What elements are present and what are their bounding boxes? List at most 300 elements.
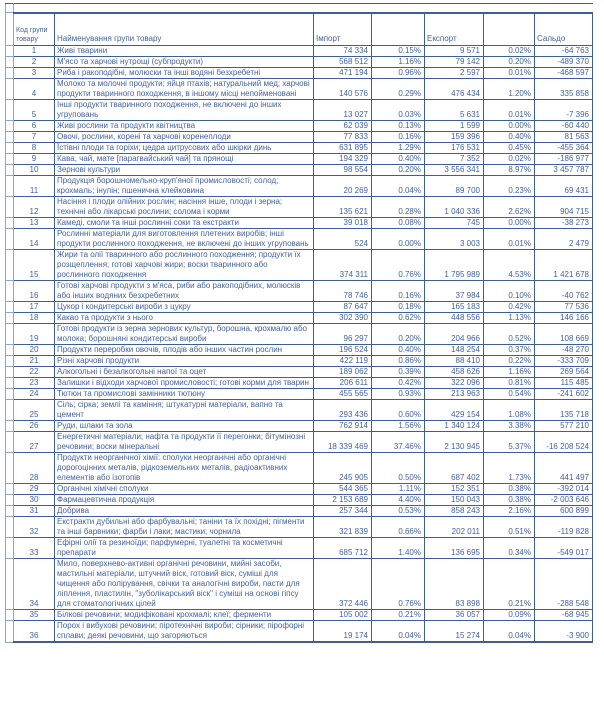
cell-import-percent: 0.04%	[372, 621, 425, 643]
cell-import-percent: 0.93%	[372, 389, 425, 400]
cell-group-code: 6	[14, 121, 55, 132]
cell-import-value: 544 365	[314, 484, 372, 495]
cell-saldo-value: 77 536	[535, 302, 593, 313]
cell-export-value: 1 340 124	[425, 421, 484, 432]
gutter-cell	[6, 218, 14, 229]
col-header-import-pct	[372, 13, 425, 46]
table-row	[6, 517, 593, 538]
cell-import-percent: 0.86%	[372, 356, 425, 367]
cell-group-name: Білкові речовини; модифіковані крохмалі; клеї; ферменти	[55, 610, 314, 621]
cell-group-name: Кава, чай, мате [парагвайський чай] та прянощі	[55, 154, 314, 165]
cell-group-name: Овочі, рослини, корені та харчові коренеплоди	[55, 132, 314, 143]
col-header-export: Експорт	[425, 13, 484, 46]
cell-group-code: 7	[14, 132, 55, 143]
cell-export-percent: 0.01%	[484, 68, 535, 79]
cell-export-percent: 8.97%	[484, 165, 535, 176]
cell-export-percent: 3.38%	[484, 421, 535, 432]
cell-group-code: 13	[14, 218, 55, 229]
cell-import-percent: 0.53%	[372, 506, 425, 517]
cell-group-code: 25	[14, 400, 55, 421]
cell-export-value: 79 142	[425, 57, 484, 68]
cell-group-code: 1	[14, 46, 55, 57]
cell-import-percent: 1.11%	[372, 484, 425, 495]
cell-export-value: 83 898	[425, 559, 484, 610]
cell-export-percent: 0.38%	[484, 495, 535, 506]
cell-export-percent: 0.09%	[484, 610, 535, 621]
cell-import-percent: 0.76%	[372, 559, 425, 610]
cell-saldo-value: -60 440	[535, 121, 593, 132]
cell-export-value: 148 254	[425, 345, 484, 356]
cell-import-value: 135 621	[314, 197, 372, 218]
cell-export-value: 213 963	[425, 389, 484, 400]
gutter-cell	[6, 538, 14, 559]
cell-export-percent: 5.37%	[484, 432, 535, 453]
gutter-cell	[6, 610, 14, 621]
gutter-cell	[6, 345, 14, 356]
table-row	[6, 421, 593, 432]
cell-group-name: Енергетичні матеріали; нафта та продукти її перегонки; бітумінозні речовини; воски мінеральні	[55, 432, 314, 453]
col-header-export-pct	[484, 13, 535, 46]
cell-import-value: 471 194	[314, 68, 372, 79]
gutter-cell	[6, 13, 14, 46]
cell-group-code: 15	[14, 250, 55, 281]
table-body	[6, 46, 593, 643]
cell-export-value: 745	[425, 218, 484, 229]
cell-group-name: Риба і ракоподібні, молюски та інші водяні безхребетні	[55, 68, 314, 79]
cell-export-value: 1 040 336	[425, 197, 484, 218]
cell-group-name: Продукти неорганічної хімії: сполуки неорганічні або органічні дорогоцінних металів, рідкоземельних металів, радіоактивних елементів або ізотопів	[55, 453, 314, 484]
cell-import-percent: 0.76%	[372, 250, 425, 281]
cell-saldo-value: 1 421 678	[535, 250, 593, 281]
cell-group-code: 20	[14, 345, 55, 356]
col-header-code: Код групи товару	[14, 13, 55, 46]
cell-group-name: Порох і вибухові речовини; піротехнічні вироби; сірники; пірофорні сплави; деякі речовини, що загоряються	[55, 621, 314, 643]
gutter-cell	[6, 229, 14, 250]
table-row	[6, 345, 593, 356]
cell-saldo-value: 146 166	[535, 313, 593, 324]
cell-export-value: 3 556 341	[425, 165, 484, 176]
table-row	[6, 538, 593, 559]
cell-import-percent: 0.13%	[372, 121, 425, 132]
cell-export-percent: 0.22%	[484, 356, 535, 367]
cell-saldo-value: -7 396	[535, 100, 593, 121]
cell-import-value: 685 712	[314, 538, 372, 559]
cell-import-percent: 1.29%	[372, 143, 425, 154]
cell-saldo-value: 441 497	[535, 453, 593, 484]
cell-import-value: 631 895	[314, 143, 372, 154]
cell-saldo-value: -392 014	[535, 484, 593, 495]
cell-export-value: 176 531	[425, 143, 484, 154]
gutter-cell	[6, 517, 14, 538]
gutter-cell	[6, 421, 14, 432]
table-row	[6, 610, 593, 621]
cell-saldo-value: -38 273	[535, 218, 593, 229]
cell-import-percent: 0.03%	[372, 100, 425, 121]
cell-import-value: 18 339 469	[314, 432, 372, 453]
col-header-saldo: Сальдо	[535, 13, 593, 46]
cell-export-value: 458 626	[425, 367, 484, 378]
header-row	[6, 13, 593, 46]
cell-group-code: 19	[14, 324, 55, 345]
cell-export-value: 448 556	[425, 313, 484, 324]
cell-import-percent: 0.29%	[372, 79, 425, 100]
cell-export-value: 2 130 945	[425, 432, 484, 453]
cell-group-code: 36	[14, 621, 55, 643]
cell-saldo-value: -489 370	[535, 57, 593, 68]
cell-import-percent: 0.16%	[372, 132, 425, 143]
cell-import-value: 98 554	[314, 165, 372, 176]
cell-export-percent: 0.38%	[484, 484, 535, 495]
gutter-cell	[6, 100, 14, 121]
cell-import-percent: 0.21%	[372, 610, 425, 621]
cell-export-value: 322 096	[425, 378, 484, 389]
cell-group-code: 4	[14, 79, 55, 100]
gutter-cell	[6, 250, 14, 281]
table-row	[6, 378, 593, 389]
cell-saldo-value: 115 485	[535, 378, 593, 389]
cell-import-value: 245 905	[314, 453, 372, 484]
cell-export-percent: 0.04%	[484, 621, 535, 643]
table-row	[6, 57, 593, 68]
gutter-cell	[6, 495, 14, 506]
cell-export-percent: 1.16%	[484, 367, 535, 378]
cell-group-name: Продукти переробки овочів, плодів або інших частин рослин	[55, 345, 314, 356]
cell-export-value: 150 043	[425, 495, 484, 506]
gutter-cell	[6, 453, 14, 484]
cell-import-percent: 0.18%	[372, 302, 425, 313]
cell-saldo-value: -16 208 524	[535, 432, 593, 453]
cell-import-value: 19 174	[314, 621, 372, 643]
cell-export-value: 88 410	[425, 356, 484, 367]
cell-group-name: Алкогольні і безалкогольні напої та оцет	[55, 367, 314, 378]
cell-group-code: 35	[14, 610, 55, 621]
cell-group-code: 29	[14, 484, 55, 495]
table-row	[6, 356, 593, 367]
cell-saldo-value: 335 858	[535, 79, 593, 100]
table-row	[6, 389, 593, 400]
gutter-cell	[6, 356, 14, 367]
gutter-cell	[6, 154, 14, 165]
cell-import-value: 455 565	[314, 389, 372, 400]
cell-export-percent: 0.40%	[484, 132, 535, 143]
cell-import-percent: 0.39%	[372, 367, 425, 378]
gutter-cell	[6, 176, 14, 197]
table-row	[6, 302, 593, 313]
cell-import-percent: 0.50%	[372, 453, 425, 484]
cell-group-code: 5	[14, 100, 55, 121]
cell-import-percent: 0.28%	[372, 197, 425, 218]
gutter-cell	[6, 121, 14, 132]
table-row	[6, 46, 593, 57]
cell-import-percent: 0.40%	[372, 345, 425, 356]
cell-export-value: 36 057	[425, 610, 484, 621]
cell-group-name: Екстракти дубильні або фарбувальні; таніни та їх похідні; пігменти та інші барвники; фарби і лаки; мастики; чорнила	[55, 517, 314, 538]
cell-import-value: 20 269	[314, 176, 372, 197]
cell-group-code: 32	[14, 517, 55, 538]
cell-group-name: Цукор і кондитерські вироби з цукру	[55, 302, 314, 313]
cell-export-percent: 0.02%	[484, 154, 535, 165]
cell-group-name: Тютюн та промислові замінники тютюну	[55, 389, 314, 400]
cell-import-percent: 0.40%	[372, 154, 425, 165]
gutter-cell	[6, 132, 14, 143]
cell-export-percent: 0.34%	[484, 538, 535, 559]
cell-import-value: 194 329	[314, 154, 372, 165]
table-row	[6, 100, 593, 121]
cell-export-percent: 2.62%	[484, 197, 535, 218]
cell-import-value: 422 119	[314, 356, 372, 367]
cell-import-percent: 1.16%	[372, 57, 425, 68]
cell-export-percent: 0.52%	[484, 324, 535, 345]
gutter-cell	[6, 197, 14, 218]
cell-group-code: 22	[14, 367, 55, 378]
cell-group-code: 33	[14, 538, 55, 559]
cell-saldo-value: -119 828	[535, 517, 593, 538]
cell-import-value: 13 027	[314, 100, 372, 121]
table-row	[6, 432, 593, 453]
cell-import-percent: 0.20%	[372, 324, 425, 345]
gutter-cell	[6, 378, 14, 389]
cell-import-percent: 0.16%	[372, 281, 425, 302]
table-row	[6, 621, 593, 643]
cell-group-name: Руди, шлаки та зола	[55, 421, 314, 432]
table-row	[6, 229, 593, 250]
cell-import-percent: 0.15%	[372, 46, 425, 57]
cell-import-percent: 0.08%	[372, 218, 425, 229]
cell-saldo-value: 600 899	[535, 506, 593, 517]
cell-export-value: 202 011	[425, 517, 484, 538]
cell-saldo-value: -186 977	[535, 154, 593, 165]
gutter-cell	[6, 46, 14, 57]
cell-export-value: 136 695	[425, 538, 484, 559]
cell-group-code: 21	[14, 356, 55, 367]
trade-table	[5, 3, 593, 643]
cell-export-percent: 4.53%	[484, 250, 535, 281]
cell-group-code: 28	[14, 453, 55, 484]
cell-group-name: Жири та олії тваринного або рослинного походження; продукти їх розщеплення; готові харчові жири; воски тваринного або рослинного походження	[55, 250, 314, 281]
cell-group-code: 17	[14, 302, 55, 313]
cell-import-value: 762 914	[314, 421, 372, 432]
gutter-cell	[6, 165, 14, 176]
gutter-cell	[6, 68, 14, 79]
cell-saldo-value: -64 763	[535, 46, 593, 57]
cell-import-value: 293 436	[314, 400, 372, 421]
cell-group-code: 34	[14, 559, 55, 610]
cell-import-value: 105 002	[314, 610, 372, 621]
cell-saldo-value: 269 564	[535, 367, 593, 378]
cell-saldo-value: -3 900	[535, 621, 593, 643]
cell-export-percent: 0.01%	[484, 229, 535, 250]
cell-saldo-value: 904 715	[535, 197, 593, 218]
cell-export-percent: 0.21%	[484, 559, 535, 610]
table-row	[6, 197, 593, 218]
gutter-cell	[6, 506, 14, 517]
cell-export-percent: 0.51%	[484, 517, 535, 538]
table-row	[6, 281, 593, 302]
cell-group-code: 24	[14, 389, 55, 400]
cell-import-percent: 1.56%	[372, 421, 425, 432]
cell-group-name: Какао та продукти з нього	[55, 313, 314, 324]
cell-group-code: 18	[14, 313, 55, 324]
cell-group-code: 11	[14, 176, 55, 197]
cell-group-name: Різні харчові продукти	[55, 356, 314, 367]
gutter-cell	[6, 143, 14, 154]
gutter-cell	[6, 57, 14, 68]
cell-export-percent: 0.10%	[484, 281, 535, 302]
cell-import-percent: 0.20%	[372, 165, 425, 176]
cell-export-percent: 0.42%	[484, 302, 535, 313]
cell-group-code: 10	[14, 165, 55, 176]
cell-import-value: 321 839	[314, 517, 372, 538]
cell-export-value: 152 351	[425, 484, 484, 495]
cell-export-percent: 0.00%	[484, 121, 535, 132]
gutter-cell	[6, 621, 14, 643]
cell-saldo-value: -241 602	[535, 389, 593, 400]
cell-group-name: Мило, поверхнево-активні органічні речовини, мийні засоби, мастильні матеріали, штучний віск, готовий віск, суміші для чищення або полірування, свічки та аналогічні вироби, пасти для ліплення, пластилін, "зуболікарський віск" і суміші на основі гіпсу для стоматологічних цілей	[55, 559, 314, 610]
cell-import-value: 74 334	[314, 46, 372, 57]
cell-group-name: Сіль; сірка; землі та каміння; штукатурні матеріали, вапно та цемент	[55, 400, 314, 421]
cell-export-percent: 1.20%	[484, 79, 535, 100]
cell-export-value: 2 597	[425, 68, 484, 79]
cell-export-value: 858 243	[425, 506, 484, 517]
cell-import-value: 206 611	[314, 378, 372, 389]
cell-saldo-value: -48 270	[535, 345, 593, 356]
cell-group-name: Готові харчові продукти з м'яса, риби або ракоподібних, молюсків або інших водяних безхребетних	[55, 281, 314, 302]
cell-export-value: 429 154	[425, 400, 484, 421]
cell-import-value: 374 311	[314, 250, 372, 281]
table-row	[6, 484, 593, 495]
cell-group-name: Фармацевтична продукція	[55, 495, 314, 506]
cell-import-percent: 0.62%	[372, 313, 425, 324]
cell-saldo-value: 69 431	[535, 176, 593, 197]
cell-saldo-value: 2 479	[535, 229, 593, 250]
table-row	[6, 559, 593, 610]
cell-export-value: 9 571	[425, 46, 484, 57]
cell-export-value: 165 183	[425, 302, 484, 313]
cell-group-code: 3	[14, 68, 55, 79]
cell-import-value: 302 390	[314, 313, 372, 324]
cell-saldo-value: -333 709	[535, 356, 593, 367]
cell-saldo-value: 577 210	[535, 421, 593, 432]
table-row	[6, 79, 593, 100]
table-row	[6, 68, 593, 79]
table-row	[6, 154, 593, 165]
cell-group-code: 31	[14, 506, 55, 517]
gutter-cell	[6, 79, 14, 100]
table-row	[6, 121, 593, 132]
cell-group-code: 27	[14, 432, 55, 453]
cell-group-code: 26	[14, 421, 55, 432]
cell-import-percent: 1.40%	[372, 538, 425, 559]
cell-export-percent: 1.13%	[484, 313, 535, 324]
cell-saldo-value: -455 364	[535, 143, 593, 154]
table-row	[6, 506, 593, 517]
cell-export-value: 1 599	[425, 121, 484, 132]
cell-import-value: 372 446	[314, 559, 372, 610]
cell-import-percent: 37.46%	[372, 432, 425, 453]
cell-group-code: 16	[14, 281, 55, 302]
cell-export-value: 1 795 989	[425, 250, 484, 281]
gutter-cell	[6, 400, 14, 421]
cell-import-percent: 0.96%	[372, 68, 425, 79]
cell-group-code: 9	[14, 154, 55, 165]
cell-group-name: Рослинні матеріали для виготовлення плетених виробів; інші продукти рослинного походження, не включені до інших угруповань	[55, 229, 314, 250]
cell-group-code: 12	[14, 197, 55, 218]
cell-export-value: 476 434	[425, 79, 484, 100]
gutter-cell	[6, 367, 14, 378]
cell-saldo-value: -2 003 646	[535, 495, 593, 506]
cell-saldo-value: 135 718	[535, 400, 593, 421]
cell-import-percent: 0.04%	[372, 176, 425, 197]
cell-import-value: 524	[314, 229, 372, 250]
cell-import-percent: 0.00%	[372, 229, 425, 250]
cell-export-value: 159 396	[425, 132, 484, 143]
cell-export-percent: 1.08%	[484, 400, 535, 421]
cell-import-value: 78 746	[314, 281, 372, 302]
cell-import-value: 2 153 689	[314, 495, 372, 506]
gutter-cell	[6, 484, 14, 495]
table-row	[6, 495, 593, 506]
cell-export-value: 15 274	[425, 621, 484, 643]
table-row	[6, 453, 593, 484]
table-row	[6, 165, 593, 176]
cell-group-name: Інші продукти тваринного походження, не включені до інших угруповань	[55, 100, 314, 121]
cell-import-value: 96 297	[314, 324, 372, 345]
cell-group-name: Насіння і плоди олійних рослин; насіння інше, плоди і зерна; технічні або лікарські рослини; солома і корми	[55, 197, 314, 218]
gutter-cell	[6, 389, 14, 400]
table-row	[6, 400, 593, 421]
table-row	[6, 324, 593, 345]
cell-saldo-value: -468 597	[535, 68, 593, 79]
cell-import-percent: 0.66%	[372, 517, 425, 538]
cell-group-name: Молоко та молочні продукти; яйця птахів; натуральний мед; харчові продукти тваринного походження, в іншому місці непойменовані	[55, 79, 314, 100]
cell-export-value: 204 966	[425, 324, 484, 345]
cell-group-code: 30	[14, 495, 55, 506]
cell-group-code: 14	[14, 229, 55, 250]
cell-import-value: 189 062	[314, 367, 372, 378]
cell-export-percent: 1.73%	[484, 453, 535, 484]
cell-export-percent: 0.81%	[484, 378, 535, 389]
top-strip-row	[6, 4, 593, 13]
table-row	[6, 132, 593, 143]
cell-saldo-value: -549 017	[535, 538, 593, 559]
cell-export-percent: 0.20%	[484, 57, 535, 68]
cell-export-value: 3 003	[425, 229, 484, 250]
cell-group-name: Добрива	[55, 506, 314, 517]
cell-export-value: 687 402	[425, 453, 484, 484]
cell-group-name: Готові продукти із зерна зернових культур, борошна, крохмалю або молока; борошняні кондитерські вироби	[55, 324, 314, 345]
cell-import-value: 87 647	[314, 302, 372, 313]
cell-group-name: Органічні хімічні сполуки	[55, 484, 314, 495]
cell-export-value: 89 700	[425, 176, 484, 197]
cell-import-value: 62 039	[314, 121, 372, 132]
cell-group-name: Їстівні плоди та горіхи; цедра цитрусових або шкірки динь	[55, 143, 314, 154]
table-row	[6, 176, 593, 197]
table-row	[6, 367, 593, 378]
cell-import-percent: 4.40%	[372, 495, 425, 506]
gutter-cell	[6, 432, 14, 453]
cell-export-value: 5 631	[425, 100, 484, 121]
cell-import-percent: 0.42%	[372, 378, 425, 389]
cell-export-value: 37 984	[425, 281, 484, 302]
gutter-cell	[6, 302, 14, 313]
cell-export-percent: 0.00%	[484, 218, 535, 229]
cell-export-percent: 0.45%	[484, 143, 535, 154]
cell-import-value: 196 524	[314, 345, 372, 356]
gutter-cell	[6, 313, 14, 324]
cell-group-code: 23	[14, 378, 55, 389]
cell-group-code: 2	[14, 57, 55, 68]
table-row	[6, 143, 593, 154]
